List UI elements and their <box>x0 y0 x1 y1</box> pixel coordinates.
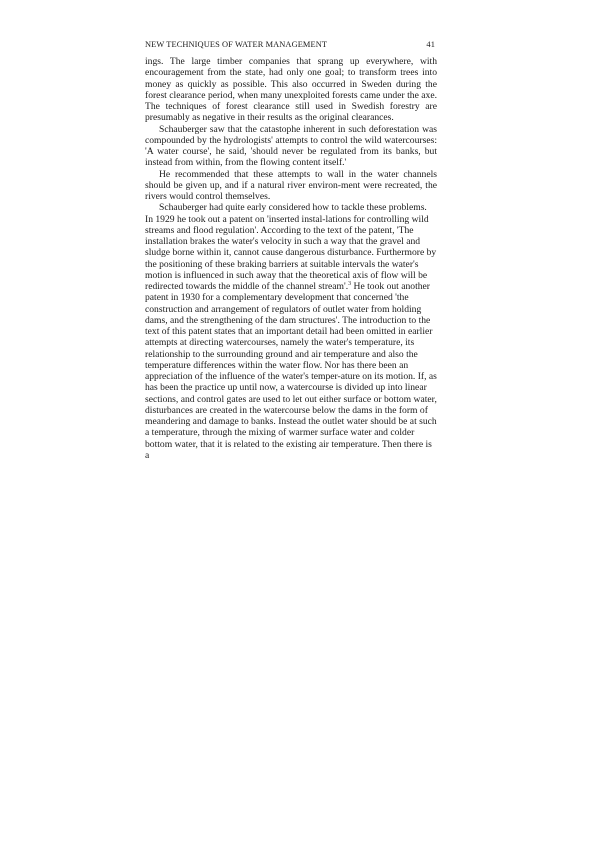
body-text <box>145 56 437 461</box>
footnote-reference: 3 <box>348 280 352 287</box>
running-head <box>145 39 435 51</box>
patent-text-part-1: Schauberger had quite early considered how to tackle these problems. In 1929 he took out a patent on 'inserted instal-lations for controlling wild streams and flood regulation'. According to the text of the patent, 'The installation brakes the water's velocity in such a way that the gravel and sludge borne within it, cannot cause dangerous disturbance. Furthermore by the positioning of these braking barriers at suitable intervals the water's motion is influenced in such away that the theoretical axis of flow will be redirected towards the middle of the channel stream'. <box>145 202 437 292</box>
patent-text-part-2: He took out another patent in 1930 for a complementary development that concerned 'the construction and arrangement of regulators of outlet water from holding dams, and the strengthening of the dam structures'. The introduction to the text of this patent states that an important detail had been omitted in earlier attempts at directing watercourses, namely the water's temperature, its relationship to the surrounding ground and air temperature and also the temperature differences within the water flow. Nor has there been an appreciation of the influence of the water's temper-ature on its motion. If, as has been the practice up until now, a watercourse is divided up into linear sections, and control gates are used to let out either surface or bottom water, disturbances are created in the watercourse below the dams in the form of meandering and damage to banks. Instead the outlet water should be at such a temperature, through the mixing of warmer surface water and colder bottom water, that it is related to the existing air temperature. Then there is a <box>145 281 437 461</box>
paragraph-recommendation: He recommended that these attempts to wall in the water channels should be given up, and if a natural river environ-ment were recreated, the rivers would control themselves. <box>145 168 437 202</box>
paragraph-patents <box>145 202 437 461</box>
paragraph-schauberger-saw: Schauberger saw that the catastophe inherent in such deforestation was compounded by the hydrologists' attempts to control the wild watercourses: 'A water course', he said, 'should never be regulated from its banks, but instead from within, from the flowing content itself.' <box>145 123 437 169</box>
paragraph-continuation: ings. The large timber companies that sprang up everywhere, with encouragement from the state, had only one goal; to transform trees into money as quickly as possible. This also occurred in Sweden during the forest clearance period, when many unexploited forests came under the axe. The techniques of forest clearance still used in Swedish forestry are presumably as negative in their results as the original clearances. <box>145 56 437 124</box>
running-title: NEW TECHNIQUES OF WATER MANAGEMENT <box>145 40 328 49</box>
page-number: 41 <box>426 40 435 49</box>
